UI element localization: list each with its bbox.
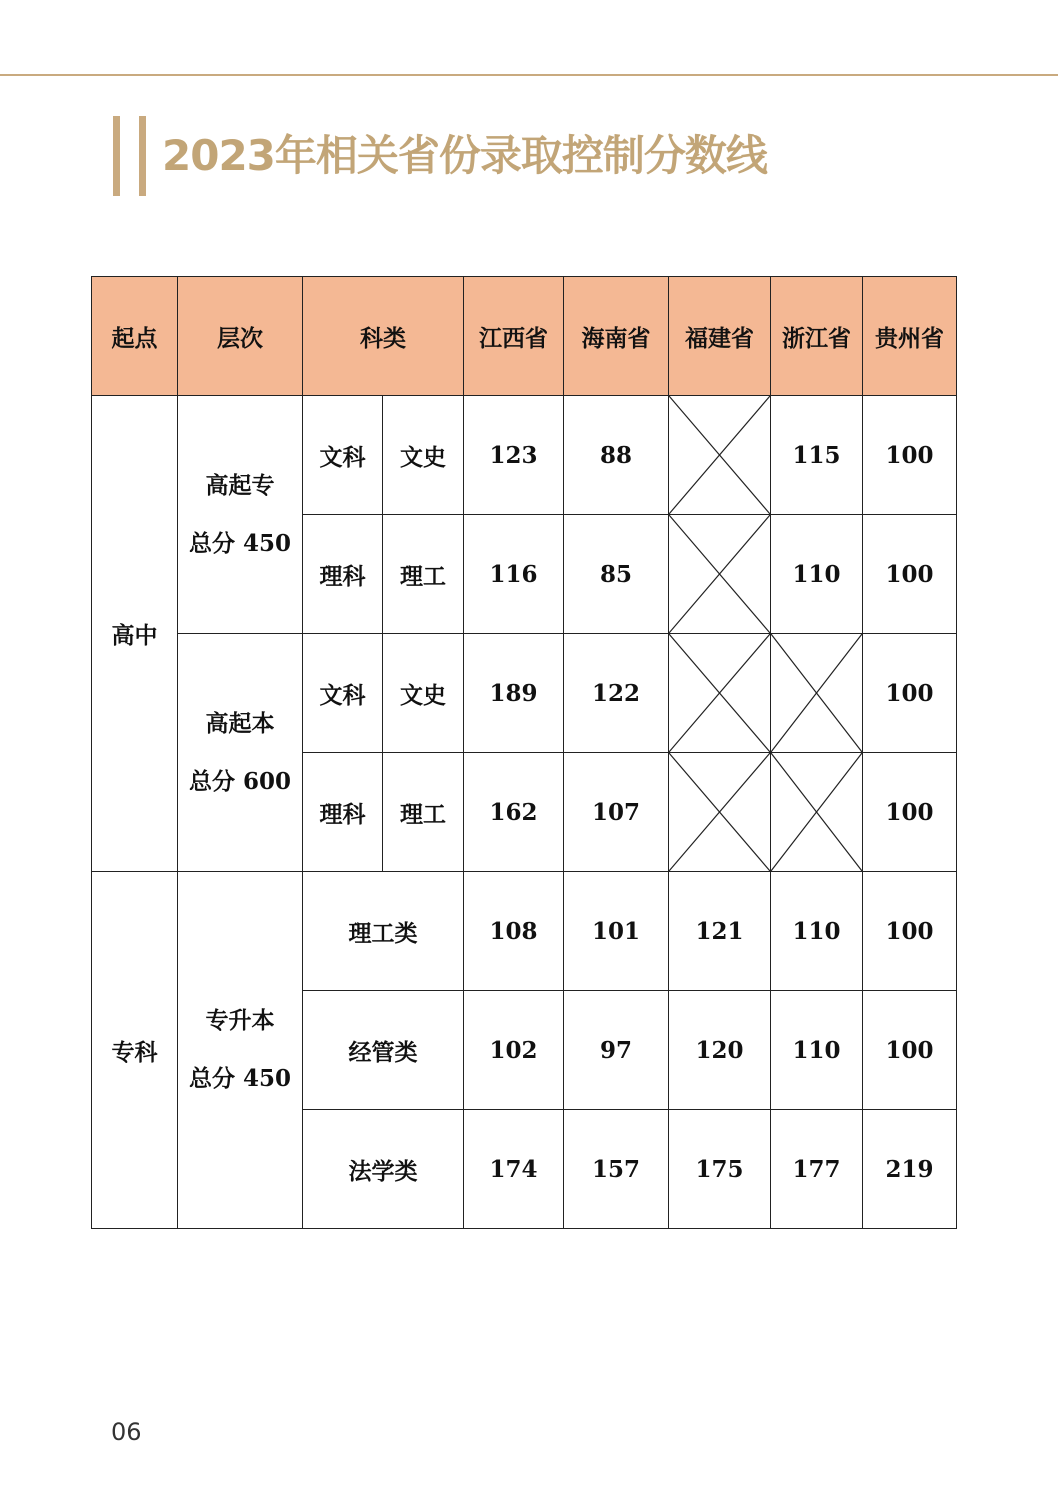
score-cell: 85 <box>564 515 669 634</box>
page-number: 06 <box>111 1418 142 1446</box>
score-cell: 100 <box>863 634 957 753</box>
track-cell: 理科 <box>303 515 383 634</box>
score-cell: 121 <box>669 872 771 991</box>
score-cell: 122 <box>564 634 669 753</box>
cross-mark-icon <box>771 753 862 871</box>
score-cell: 88 <box>564 396 669 515</box>
score-cell: 219 <box>863 1110 957 1229</box>
score-cell: 189 <box>464 634 564 753</box>
not-applicable-cell <box>669 634 771 753</box>
score-cell: 110 <box>771 515 863 634</box>
not-applicable-cell <box>669 515 771 634</box>
score-table-container <box>91 276 957 1229</box>
sub-category-cell: 文史 <box>383 634 464 753</box>
header-level: 层次 <box>178 277 303 396</box>
score-cell: 97 <box>564 991 669 1110</box>
not-applicable-cell <box>669 396 771 515</box>
track-cell: 文科 <box>303 634 383 753</box>
level-cell <box>178 396 303 634</box>
score-cell: 110 <box>771 872 863 991</box>
score-cell: 115 <box>771 396 863 515</box>
score-cell: 101 <box>564 872 669 991</box>
score-cell: 100 <box>863 991 957 1110</box>
score-cell: 123 <box>464 396 564 515</box>
level-name: 专升本 <box>205 1007 275 1034</box>
header-province-guizhou: 贵州省 <box>863 277 957 396</box>
level-cell <box>178 872 303 1229</box>
start-point-cell: 专科 <box>92 872 178 1229</box>
score-cell: 162 <box>464 753 564 872</box>
level-total: 总分 600 <box>188 767 292 795</box>
category-cell: 法学类 <box>303 1110 464 1229</box>
score-table <box>91 276 957 1229</box>
level-total: 总分 450 <box>188 529 292 557</box>
score-cell: 100 <box>863 753 957 872</box>
sub-category-cell: 文史 <box>383 396 464 515</box>
cross-mark-icon <box>771 634 862 752</box>
score-cell: 175 <box>669 1110 771 1229</box>
score-cell: 177 <box>771 1110 863 1229</box>
level-cell <box>178 634 303 872</box>
header-category: 科类 <box>303 277 464 396</box>
not-applicable-cell <box>771 753 863 872</box>
page-title: 2023年相关省份录取控制分数线 <box>162 131 767 180</box>
title-accent-bar <box>139 116 146 196</box>
header-start-point: 起点 <box>92 277 178 396</box>
start-point-cell: 高中 <box>92 396 178 872</box>
category-cell: 经管类 <box>303 991 464 1110</box>
header-province-hainan: 海南省 <box>564 277 669 396</box>
header-province-zhejiang: 浙江省 <box>771 277 863 396</box>
top-rule <box>0 74 1058 76</box>
cross-mark-icon <box>669 753 770 871</box>
cross-mark-icon <box>669 515 770 633</box>
score-cell: 102 <box>464 991 564 1110</box>
score-cell: 100 <box>863 396 957 515</box>
score-cell: 174 <box>464 1110 564 1229</box>
header-province-fujian: 福建省 <box>669 277 771 396</box>
title-accent-bar <box>113 116 120 196</box>
score-cell: 120 <box>669 991 771 1110</box>
track-cell: 文科 <box>303 396 383 515</box>
sub-category-cell: 理工 <box>383 753 464 872</box>
not-applicable-cell <box>669 753 771 872</box>
table-row <box>92 396 957 515</box>
cross-mark-icon <box>669 634 770 752</box>
table-row <box>92 872 957 991</box>
score-cell: 157 <box>564 1110 669 1229</box>
level-name: 高起专 <box>205 471 275 499</box>
level-total: 总分 450 <box>188 1065 292 1092</box>
table-header-row <box>92 277 957 396</box>
track-cell: 理科 <box>303 753 383 872</box>
score-cell: 100 <box>863 872 957 991</box>
category-cell: 理工类 <box>303 872 464 991</box>
score-cell: 116 <box>464 515 564 634</box>
score-cell: 110 <box>771 991 863 1110</box>
score-cell: 108 <box>464 872 564 991</box>
level-name: 高起本 <box>205 709 275 737</box>
header-province-jiangxi: 江西省 <box>464 277 564 396</box>
table-row <box>92 634 957 753</box>
not-applicable-cell <box>771 634 863 753</box>
sub-category-cell: 理工 <box>383 515 464 634</box>
score-cell: 100 <box>863 515 957 634</box>
score-cell: 107 <box>564 753 669 872</box>
cross-mark-icon <box>669 396 770 514</box>
